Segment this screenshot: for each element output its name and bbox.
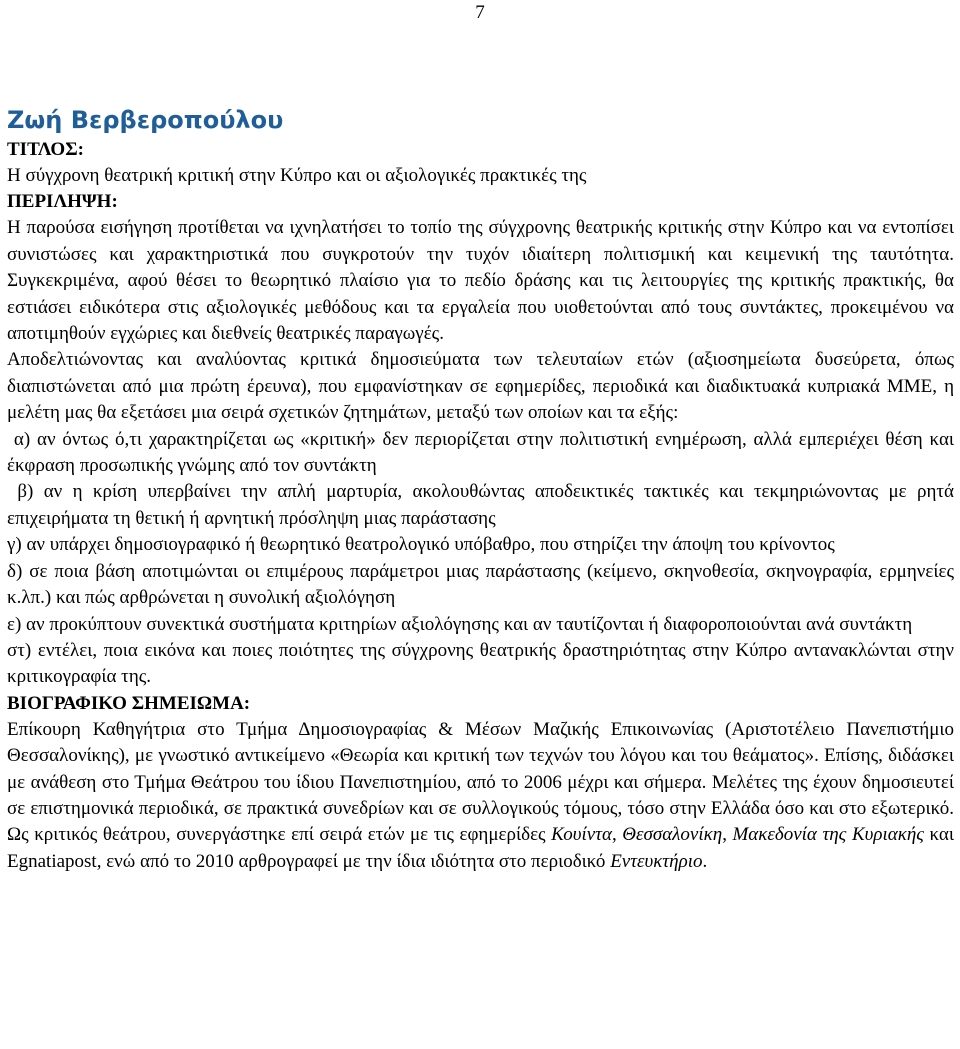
bio-text-1: Επίκουρη Καθηγήτρια στο Τμήμα Δημοσιογραφίας & Μέσων Μαζικής Επικοινωνίας (Αριστοτέλειο Πανεπιστήμιο Θεσσαλονίκης), με γνωστικό αντικείμενο «Θεωρία και κριτική των τεχνών του λόγου και του θεάματος». Επίσης, διδάσκει με ανάθεση στο Τμήμα Θεάτρου του ίδιου Πανεπιστημίου, από το 2006 μέχρι και σήμερα. Μελέτες της έχουν δημοσιευτεί σε επιστημονικά περιοδικά, σε πρακτικά συνεδρίων και σε συλλογικούς τόμους, τόσο στην Ελλάδα όσο και στο εξωτερικό. Ως κριτικός θεάτρου, συνεργάστηκε επί σειρά ετών με τις εφημερίδες bbox=[7, 718, 954, 846]
bio-label: ΒΙΟΓΡΑΦΙΚΟ ΣΗΜΕΙΩΜΑ: bbox=[7, 692, 251, 714]
abstract-item-f: στ) εντέλει, ποια εικόνα και ποιες ποιότητες της σύγχρονης θεατρικής δραστηριότητας στην Κύπρο αντανακλώνται στην κριτικογραφία της. bbox=[7, 639, 954, 688]
bio-separator-1: , bbox=[611, 824, 623, 846]
abstract-item-d: δ) σε ποια βάση αποτιμώνται οι επιμέρους παράμετροι μιας παράστασης (κείμενο, σκηνοθεσία, σκηνογραφία, ερμηνείες κ.λπ.) και πώς αρθρώνεται η συνολική αξιολόγηση bbox=[7, 560, 954, 609]
abstract-item-c: γ) αν υπάρχει δημοσιογραφικό ή θεωρητικό θεατρολογικό υπόβαθρο, που στηρίζει την άποψη του κρίνοντος bbox=[7, 534, 835, 556]
abstract-label: ΠΕΡΙΛΗΨΗ: bbox=[7, 191, 118, 213]
page-number: 7 bbox=[475, 2, 485, 23]
author-name: Ζωή Βερβεροπούλου bbox=[7, 106, 284, 134]
bio-paragraph bbox=[7, 717, 954, 875]
bio-text-3: . bbox=[702, 850, 708, 872]
abstract-paragraph-2: Αποδελτιώνοντας και αναλύοντας κριτικά δημοσιεύματα των τελευταίων ετών (αξιοσημείωτα δυσεύρετα, όπως διαπιστώνεται από μια πρώτη έρευνα), που εμφανίστηκαν σε εφημερίδες, περιοδικά και διαδικτυακά κυπριακά ΜΜΕ, η μελέτη μας θα εξετάσει μια σειρά σχετικών ζητημάτων, μεταξύ των οποίων και τα εξής: bbox=[7, 349, 954, 424]
newspaper-makedonia: Μακεδονία της Κυριακής bbox=[732, 824, 924, 846]
document-body bbox=[7, 103, 959, 875]
abstract-paragraph-1: Η παρούσα εισήγηση προτίθεται να ιχνηλατήσει το τοπίο της σύγχρονης θεατρικής κριτικής στην Κύπρο και να εντοπίσει συνιστώσες και χαρακτηριστικά που συγκροτούν την τυχόν ιδιαίτερη πολιτισμική και κειμενική της ταυτότητα. Συγκεκριμένα, αφού θέσει το θεωρητικό πλαίσιο για το πεδίο δράσης και τις λειτουργίες της κριτικής πρακτικής, θα εστιάσει ειδικότερα στις αξιολογικές μεθόδους και τα εργαλεία που υιοθετούνται από τους συντάκτες, προκειμένου να αποτιμηθούν εγχώριες και διεθνείς θεατρικές παραγωγές. bbox=[7, 217, 954, 345]
magazine-enteuktirio: Εντευκτήριο bbox=[610, 850, 703, 872]
bio-separator-2: , bbox=[722, 824, 733, 846]
abstract-item-e: ε) αν προκύπτουν συνεκτικά συστήματα κριτηρίων αξιολόγησης και αν ταυτίζονται ή διαφοροποιούνται ανά συντάκτη bbox=[7, 613, 913, 635]
title-text: Η σύγχρονη θεατρική κριτική στην Κύπρο και οι αξιολογικές πρακτικές της bbox=[7, 165, 587, 186]
bio-text-2: και Egnatiapost, ενώ από το 2010 αρθρογραφεί με την ίδια ιδιότητα στο περιοδικό bbox=[7, 824, 954, 872]
newspaper-thessaloniki: Θεσσαλονίκη bbox=[622, 824, 723, 846]
abstract-item-b: β) αν η κρίση υπερβαίνει την απλή μαρτυρία, ακολουθώντας αποδεικτικές τακτικές και τεκμηριώνοντας με ρητά επιχειρήματα τη θετική ή αρνητική πρόσληψη μιας παράστασης bbox=[7, 481, 959, 529]
abstract-item-a: α) αν όντως ό,τι χαρακτηρίζεται ως «κριτική» δεν περιορίζεται στην πολιτιστική ενημέρωση, αλλά εμπεριέχει θέση και έκφραση προσωπικής γνώμης από τον συντάκτη bbox=[7, 428, 959, 477]
newspaper-kouinta: Κουίντα bbox=[551, 824, 612, 846]
title-label: ΤΙΤΛΟΣ: bbox=[7, 139, 84, 160]
